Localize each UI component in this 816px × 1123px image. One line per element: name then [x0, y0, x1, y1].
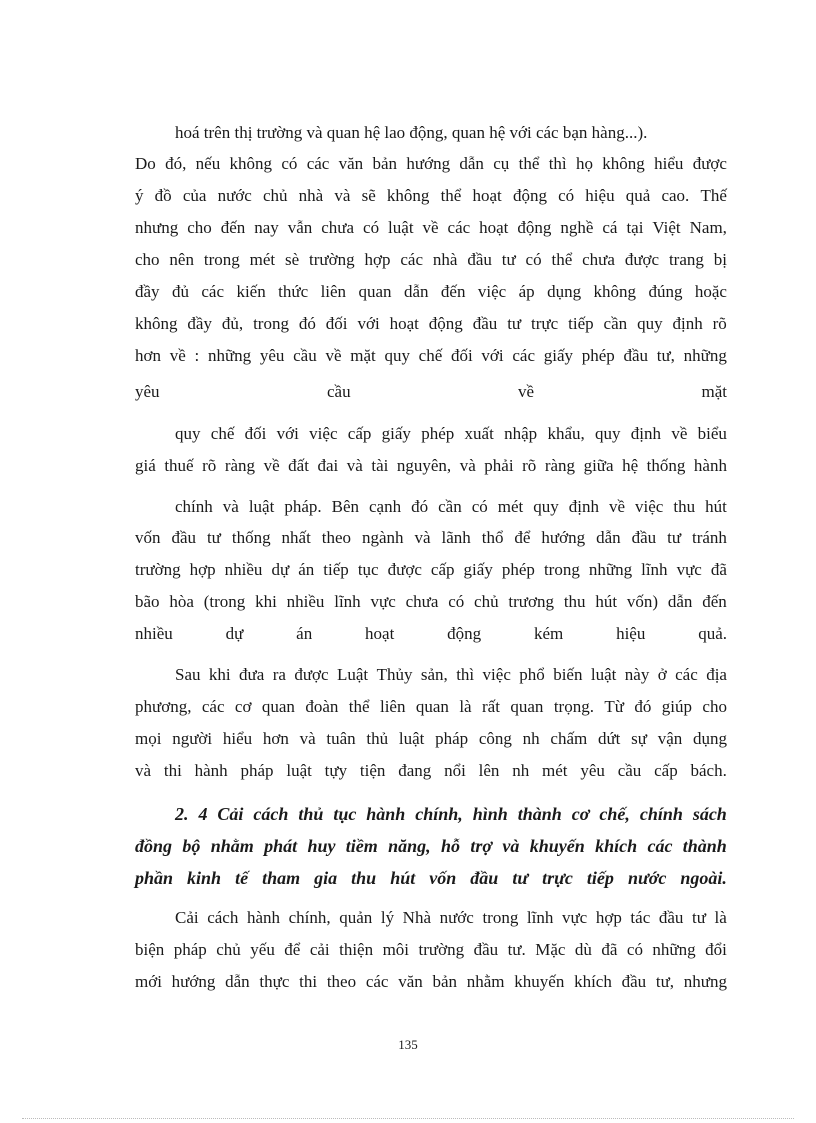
text-line: không đầy đủ, trong đó đối với hoạt động đầu tư trực tiếp cần quy định rõ	[135, 314, 727, 333]
text-line: nhưng cho đến nay vẫn chưa có luật về các hoạt động nghề cá tại Việt Nam,	[135, 218, 727, 237]
text-line: quy chế đối với việc cấp giấy phép xuất nhập khẩu, quy định về biểu	[175, 424, 727, 443]
heading-line: đồng bộ nhằm phát huy tiềm năng, hỗ trợ và khuyến khích các thành	[135, 836, 727, 856]
text-line: yêu cầu về mặt	[135, 382, 727, 401]
heading-line: 2. 4 Cải cách thủ tục hành chính, hình thành cơ chế, chính sách	[175, 804, 727, 824]
text-line: biện pháp chủ yếu để cải thiện môi trường đầu tư. Mặc dù đã có những đổi	[135, 940, 727, 959]
text-line: trường hợp nhiều dự án tiếp tục được cấp giấy phép trong những lĩnh vực đã	[135, 560, 727, 579]
text-line: phương, các cơ quan đoàn thể liên quan là rất quan trọng. Từ đó giúp cho	[135, 697, 727, 716]
text-line: hơn về : những yêu cầu về mặt quy chế đối với các giấy phép đầu tư, những	[135, 346, 727, 365]
text-line: Sau khi đưa ra được Luật Thủy sản, thì việc phổ biến luật này ở các địa	[175, 665, 727, 684]
text-line: ý đồ của nước chủ nhà và sẽ không thể hoạt động có hiệu quả cao. Thế	[135, 186, 727, 205]
text-line: chính và luật pháp. Bên cạnh đó cần có mét quy định về việc thu hút	[175, 497, 727, 516]
text-line: và thi hành pháp luật tựy tiện đang nổi lên nh mét yêu cầu cấp bách.	[135, 761, 727, 780]
text-line: cho nên trong mét sè trường hợp các nhà đầu tư có thể chưa được trang bị	[135, 250, 727, 269]
heading-line: phần kinh tế tham gia thu hút vốn đầu tư trực tiếp nước ngoài.	[135, 868, 727, 888]
text-line: Cải cách hành chính, quản lý Nhà nước trong lĩnh vực hợp tác đầu tư là	[175, 908, 727, 927]
text-line: mới hướng dẫn thực thi theo các văn bản nhằm khuyến khích đầu tư, nhưng	[135, 972, 727, 991]
text-line: nhiều dự án hoạt động kém hiệu quả.	[135, 624, 727, 643]
text-line: giá thuế rõ ràng về đất đai và tài nguyên, và phải rõ ràng giữa hệ thống hành	[135, 456, 727, 475]
text-line: đầy đủ các kiến thức liên quan dẫn đến việc áp dụng không đúng hoặc	[135, 282, 727, 301]
page-bottom-divider	[22, 1118, 794, 1119]
text-line: bão hòa (trong khi nhiều lĩnh vực chưa có chủ trương thu hút vốn) dẫn đến	[135, 592, 727, 611]
text-line: vốn đầu tư thống nhất theo ngành và lãnh thổ để hướng dẫn đầu tư tránh	[135, 528, 727, 547]
text-line: Do đó, nếu không có các văn bản hướng dẫn cụ thể thì họ không hiểu được	[135, 154, 727, 173]
page-number: 135	[398, 1037, 418, 1052]
text-line: hoá trên thị trường và quan hệ lao động, quan hệ với các bạn hàng...).	[175, 123, 648, 142]
text-line: mọi người hiểu hơn và tuân thủ luật pháp công nh chấm dứt sự vận dụng	[135, 729, 727, 748]
